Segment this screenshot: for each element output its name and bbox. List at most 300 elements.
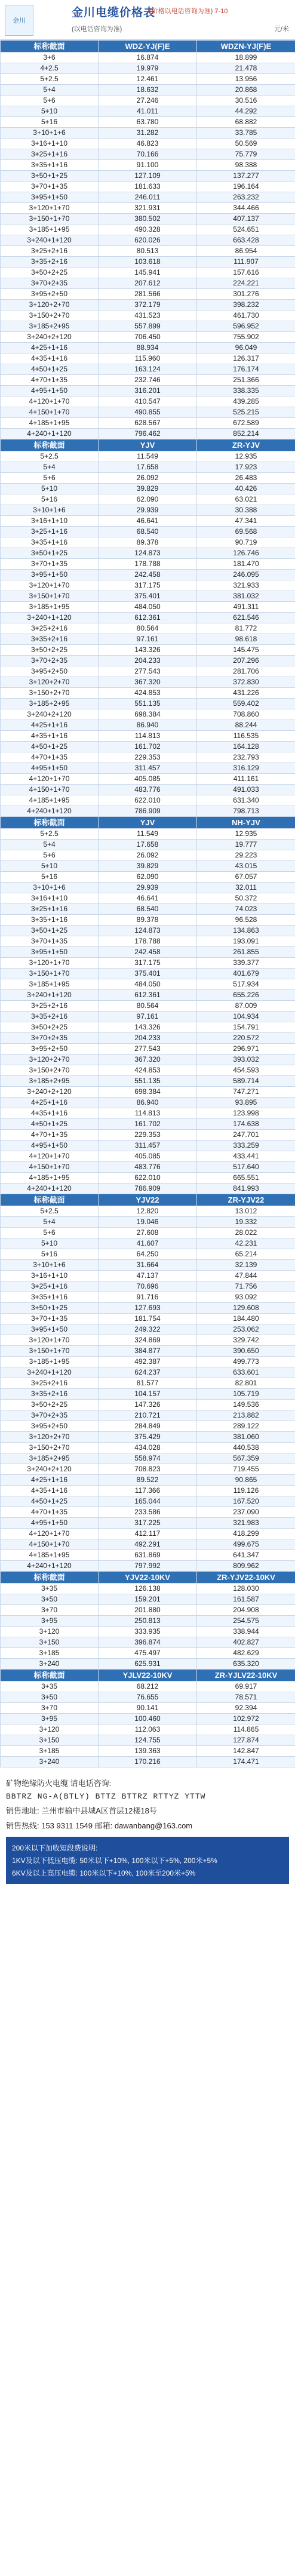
price-cell: 114.865 [197,1724,295,1735]
table-row [1,516,295,527]
spec-cell: 4+35+1+16 [1,1486,99,1496]
price-cell: 628.567 [99,418,197,429]
spec-cell: 4+35+1+16 [1,1108,99,1119]
spec-cell: 4+35+1+16 [1,353,99,364]
spec-cell: 3+95+2+50 [1,1421,99,1432]
price-cell: 367.320 [99,677,197,688]
price-cell: 490.855 [99,407,197,418]
spec-cell: 3+50+2+25 [1,1400,99,1410]
price-cell: 247.701 [197,1130,295,1141]
spec-cell: 4+70+1+35 [1,1130,99,1141]
spec-cell: 3+150+1+70 [1,214,99,225]
table-row [1,1692,295,1703]
spec-cell: 5+4 [1,462,99,473]
price-cell: 129.608 [197,1303,295,1314]
price-cell: 97.161 [99,634,197,645]
spec-cell: 4+185+1+95 [1,795,99,806]
price-cell: 333.935 [99,1627,197,1637]
spec-cell: 4+95+1+50 [1,386,99,396]
spec-cell: 3+50 [1,1594,99,1605]
table-row [1,1757,295,1767]
price-cell: 253.062 [197,1324,295,1335]
spec-cell: 5+10 [1,484,99,494]
price-cell: 19.046 [99,1217,197,1228]
table-row [1,1151,295,1162]
price-cell: 70.696 [99,1281,197,1292]
price-cell: 100.460 [99,1714,197,1724]
price-cell: 93.895 [197,1098,295,1108]
price-cell: 143.326 [99,1022,197,1033]
table-row [1,1453,295,1464]
table-row [1,1033,295,1044]
price-cell: 178.788 [99,559,197,570]
table-row [1,1378,295,1389]
spec-cell: 3+185+2+95 [1,1076,99,1087]
spec-cell: 3+50+1+25 [1,1303,99,1314]
price-cell: 39.829 [99,861,197,872]
price-cell: 21.478 [197,63,295,74]
table-row [1,484,295,494]
table-row [1,1303,295,1314]
table-row [1,462,295,473]
price-cell: 157.616 [197,268,295,278]
price-cell: 852.214 [197,429,295,439]
table-row [1,1346,295,1357]
price-cell: 69.568 [197,527,295,537]
logo-text: 金川 [13,17,26,24]
price-cell: 655.226 [197,990,295,1001]
price-cell: 324.869 [99,1335,197,1346]
price-cell: 11.549 [99,451,197,462]
price-cell: 755.902 [197,332,295,343]
price-cell: 27.608 [99,1228,197,1238]
price-cell: 43.015 [197,861,295,872]
table-row [1,850,295,861]
spec-cell: 3+35+1+16 [1,915,99,926]
spec-cell: 5+10 [1,861,99,872]
price-table [0,40,295,1767]
price-cell: 70.166 [99,149,197,160]
price-cell: 193.091 [197,936,295,947]
table-row [1,1228,295,1238]
table-row [1,1682,295,1692]
price-cell: 41.607 [99,1238,197,1249]
price-cell: 412.117 [99,1529,197,1539]
table-row [1,386,295,396]
table-row [1,1584,295,1594]
price-cell: 123.998 [197,1108,295,1119]
spec-cell: 4+240+1+120 [1,806,99,817]
section-header [1,817,295,829]
price-cell: 128.030 [197,1584,295,1594]
price-cell: 13.956 [197,74,295,85]
table-row [1,139,295,149]
spec-cell: 3+10+1+6 [1,505,99,516]
section-header-cell: YJV [99,439,197,451]
price-cell: 747.271 [197,1087,295,1098]
price-cell: 663.428 [197,235,295,246]
spec-cell: 3+70+2+35 [1,656,99,666]
price-cell: 42.231 [197,1238,295,1249]
spec-cell: 4+95+1+50 [1,1518,99,1529]
spec-cell: 4+185+1+95 [1,1173,99,1184]
spec-cell: 4+25+1+16 [1,720,99,731]
table-row [1,1249,295,1260]
price-subnote: (以电话咨询为准) [72,26,122,33]
price-cell: 229.353 [99,1130,197,1141]
spec-cell: 4+2.5 [1,63,99,74]
price-cell: 277.543 [99,1044,197,1055]
table-row [1,1044,295,1055]
price-cell: 242.458 [99,570,197,580]
table-row [1,1627,295,1637]
price-cell: 201.880 [99,1605,197,1616]
price-cell: 80.513 [99,246,197,257]
spec-cell: 3+95+1+50 [1,947,99,958]
spec-cell: 3+95+1+50 [1,570,99,580]
price-cell: 367.320 [99,1055,197,1065]
price-cell: 93.092 [197,1292,295,1303]
table-row [1,1714,295,1724]
price-cell: 224.221 [197,278,295,289]
price-cell: 517.640 [197,1162,295,1173]
price-cell: 89.378 [99,915,197,926]
price-cell: 622.010 [99,1173,197,1184]
price-cell: 381.060 [197,1432,295,1443]
table-row [1,1724,295,1735]
price-cell: 161.702 [99,1119,197,1130]
table-row [1,570,295,580]
table-row [1,1217,295,1228]
price-cell: 424.853 [99,688,197,699]
price-cell: 176.174 [197,364,295,375]
price-cell: 63.021 [197,494,295,505]
price-cell: 440.538 [197,1443,295,1453]
table-row [1,353,295,364]
table-row [1,1410,295,1421]
price-cell: 281.706 [197,666,295,677]
spec-cell: 5+10 [1,1238,99,1249]
price-cell: 809.962 [197,1561,295,1572]
price-cell: 624.237 [99,1367,197,1378]
spec-cell: 3+120+2+70 [1,1055,99,1065]
spec-cell: 3+35+1+16 [1,537,99,548]
table-row [1,225,295,235]
price-cell: 161.587 [197,1594,295,1605]
spec-cell: 3+185+1+95 [1,979,99,990]
price-cell: 338.944 [197,1627,295,1637]
section-header-cell: 标称截面 [1,41,99,53]
section-header-cell: NH-YJV [197,817,295,829]
section-header-cell: 标称截面 [1,1670,99,1682]
price-cell: 461.730 [197,311,295,321]
table-row [1,861,295,872]
price-cell: 424.853 [99,1065,197,1076]
table-row [1,1076,295,1087]
price-cell: 75.779 [197,149,295,160]
spec-cell: 3+95+1+50 [1,1324,99,1335]
spec-cell: 4+185+1+95 [1,1550,99,1561]
price-cell: 596.952 [197,321,295,332]
spec-cell: 3+50+1+25 [1,171,99,182]
price-cell: 786.909 [99,806,197,817]
price-cell: 210.721 [99,1410,197,1421]
price-cell: 111.907 [197,257,295,268]
price-cell: 19.777 [197,840,295,850]
price-cell: 375.401 [99,969,197,979]
price-cell: 26.483 [197,473,295,484]
price-cell: 30.388 [197,505,295,516]
price-cell: 90.719 [197,537,295,548]
section-header-cell: 标称截面 [1,817,99,829]
spec-cell: 5+2.5 [1,829,99,840]
table-row [1,268,295,278]
table-row [1,160,295,171]
spec-cell: 3+70 [1,1605,99,1616]
price-cell: 81.577 [99,1378,197,1389]
spec-cell: 4+120+1+70 [1,1529,99,1539]
spec-cell: 3+25+1+16 [1,1281,99,1292]
price-cell: 207.612 [99,278,197,289]
price-cell: 229.353 [99,752,197,763]
table-row [1,1098,295,1108]
table-row [1,1184,295,1194]
price-cell: 233.586 [99,1507,197,1518]
price-cell: 86.940 [99,720,197,731]
table-row [1,915,295,926]
spec-cell: 3+95 [1,1714,99,1724]
price-cell: 39.829 [99,484,197,494]
price-cell: 28.022 [197,1228,295,1238]
table-row [1,936,295,947]
price-cell: 98.618 [197,634,295,645]
price-cell: 204.908 [197,1605,295,1616]
price-cell: 29.939 [99,505,197,516]
spec-cell: 3+120+2+70 [1,677,99,688]
price-cell: 27.246 [99,96,197,106]
price-cell: 68.540 [99,527,197,537]
price-cell: 246.011 [99,192,197,203]
table-row [1,872,295,883]
price-cell: 641.347 [197,1550,295,1561]
table-row [1,1367,295,1378]
table-row [1,1616,295,1627]
spec-cell: 3+120+2+70 [1,300,99,311]
price-cell: 621.546 [197,613,295,623]
table-row [1,1518,295,1529]
table-row [1,559,295,570]
price-cell: 68.212 [99,1682,197,1692]
price-cell: 90.865 [197,1475,295,1486]
price-cell: 82.801 [197,1378,295,1389]
price-cell: 484.050 [99,602,197,613]
table-row [1,1486,295,1496]
price-cell: 181.470 [197,559,295,570]
price-cell: 475.497 [99,1648,197,1659]
section-header [1,439,295,451]
section-header [1,1670,295,1682]
spec-cell: 3+35 [1,1682,99,1692]
price-cell: 16.874 [99,53,197,63]
spec-cell: 3+120+1+70 [1,1335,99,1346]
spec-cell: 4+240+1+120 [1,1561,99,1572]
table-row [1,774,295,785]
notice-low-voltage: 1KV及以下低压电缆: 50米以下+10%, 100米以下+5%, 200米+5% [12,1856,217,1865]
table-row [1,332,295,343]
price-cell: 127.109 [99,171,197,182]
table-row [1,1539,295,1550]
table-row [1,1260,295,1271]
table-row [1,537,295,548]
price-cell: 47.341 [197,516,295,527]
price-cell: 86.954 [197,246,295,257]
header [0,0,295,40]
price-cell: 91.716 [99,1292,197,1303]
price-cell: 431.226 [197,688,295,699]
price-cell: 329.742 [197,1335,295,1346]
table-row [1,1292,295,1303]
spec-cell: 3+50+2+25 [1,1022,99,1033]
table-row [1,106,295,117]
price-cell: 567.359 [197,1453,295,1464]
spec-cell: 5+2.5 [1,74,99,85]
price-cell: 396.874 [99,1637,197,1648]
price-cell: 841.993 [197,1184,295,1194]
spec-cell: 3+240+2+120 [1,1464,99,1475]
price-cell: 261.855 [197,947,295,958]
spec-cell: 3+185 [1,1746,99,1757]
price-cell: 112.063 [99,1724,197,1735]
price-cell: 589.714 [197,1076,295,1087]
price-cell: 499.773 [197,1357,295,1367]
table-row [1,904,295,915]
table-row [1,677,295,688]
price-cell: 126.317 [197,353,295,364]
spec-cell: 3+70+1+35 [1,936,99,947]
spec-cell: 3+185+1+95 [1,1357,99,1367]
table-row [1,709,295,720]
price-cell: 491.033 [197,785,295,795]
spec-cell: 3+185 [1,1648,99,1659]
price-cell: 26.092 [99,850,197,861]
price-cell: 433.441 [197,1151,295,1162]
table-row [1,182,295,192]
price-cell: 317.225 [99,1518,197,1529]
table-row [1,763,295,774]
price-cell: 62.090 [99,494,197,505]
table-row [1,473,295,484]
price-cell: 263.232 [197,192,295,203]
brand-logo [5,5,33,36]
spec-cell: 4+120+1+70 [1,1151,99,1162]
spec-cell: 3+25+1+16 [1,904,99,915]
price-cell: 612.361 [99,990,197,1001]
price-cell: 698.384 [99,1087,197,1098]
spec-cell: 3+185+1+95 [1,225,99,235]
table-row [1,623,295,634]
price-cell: 213.882 [197,1410,295,1421]
spec-cell: 3+25+1+16 [1,527,99,537]
price-cell: 103.618 [99,257,197,268]
price-cell: 31.282 [99,128,197,139]
price-cell: 434.028 [99,1443,197,1453]
price-cell: 163.124 [99,364,197,375]
spec-cell: 4+50+1+25 [1,1496,99,1507]
table-row [1,634,295,645]
spec-cell: 3+240+1+120 [1,613,99,623]
table-row [1,1001,295,1012]
spec-cell: 5+4 [1,840,99,850]
spec-cell: 3+240+2+120 [1,709,99,720]
spec-cell: 3+95+1+50 [1,192,99,203]
price-cell: 321.931 [99,203,197,214]
price-cell: 321.933 [197,580,295,591]
price-cell: 46.823 [99,139,197,149]
price-cell: 115.960 [99,353,197,364]
price-cell: 393.032 [197,1055,295,1065]
price-cell: 338.335 [197,386,295,396]
table-row [1,1012,295,1022]
spec-cell: 3+240+1+120 [1,235,99,246]
price-cell: 311.457 [99,1141,197,1151]
price-cell: 612.361 [99,613,197,623]
price-cell: 114.813 [99,1108,197,1119]
table-row [1,990,295,1001]
price-cell: 798.713 [197,806,295,817]
price-cell: 181.633 [99,182,197,192]
price-cell: 431.523 [99,311,197,321]
section-header-cell: YJV22-10KV [99,1572,197,1584]
price-cell: 127.693 [99,1303,197,1314]
price-cell: 44.292 [197,106,295,117]
table-row [1,926,295,936]
price-cell: 242.458 [99,947,197,958]
price-cell: 139.363 [99,1746,197,1757]
price-cell: 33.785 [197,128,295,139]
price-cell: 17.923 [197,462,295,473]
price-cell: 164.128 [197,742,295,752]
price-cell: 558.974 [99,1453,197,1464]
price-cell: 11.549 [99,829,197,840]
spec-cell: 5+6 [1,1228,99,1238]
spec-cell: 3+150+2+70 [1,1065,99,1076]
section-header-cell: ZR-YJV22 [197,1194,295,1206]
spec-cell: 3+35+2+16 [1,634,99,645]
price-cell: 237.090 [197,1507,295,1518]
table-row [1,656,295,666]
spec-cell: 5+2.5 [1,1206,99,1217]
price-cell: 698.384 [99,709,197,720]
price-cell: 410.547 [99,396,197,407]
section-header-cell: YJV [99,817,197,829]
spec-cell: 3+70+1+35 [1,182,99,192]
spec-cell: 4+95+1+50 [1,1141,99,1151]
table-row [1,1335,295,1346]
section-header-cell: ZR-YJV [197,439,295,451]
price-cell: 104.934 [197,1012,295,1022]
table-row [1,505,295,516]
spec-cell: 3+25+2+16 [1,1378,99,1389]
table-row [1,645,295,656]
price-cell: 207.296 [197,656,295,666]
table-row [1,883,295,893]
price-cell: 78.571 [197,1692,295,1703]
spec-cell: 5+2.5 [1,451,99,462]
spec-cell: 3+25+2+16 [1,246,99,257]
price-cell: 41.011 [99,106,197,117]
price-cell: 46.641 [99,516,197,527]
price-cell: 246.095 [197,570,295,580]
